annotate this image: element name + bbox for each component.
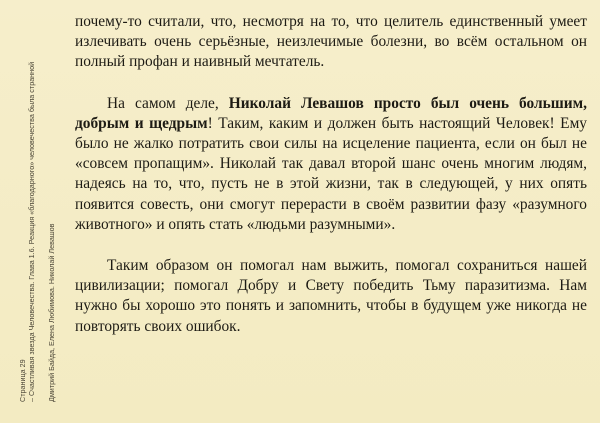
authors-line: Дмитрий Байда, Елена Любимова. Николай Левашов — [47, 223, 56, 402]
page-sidebar — [0, 0, 62, 423]
paragraph-3: Таким образом он помогал нам выжить, помогал сохраниться нашей цивилизации; помогал Добру и Свету победить Тьму паразитизма. Нам нужно бы хорошо это понять и запомнить, чтобы в будущем уже никогда не повторять своих ошибок. — [75, 257, 587, 335]
paragraph-2-rest: ! Таким, каким и должен быть настоящий Человек! Ему было не жалко потратить свои силы на исцеление пациента, если он был не «совсем пропащим». Николай так давал второй шанс очень многим людям, надеясь на то, что, пусть не в этой жизни, так в следующей, у них опять появится совесть, они смогут перерасти в своём развитии фазу «разумного животного» и опять стать «людьми разумными». — [75, 114, 588, 233]
page-body — [75, 12, 587, 358]
page-number: Страница 29 — [18, 359, 27, 402]
paragraph-2-lead: На самом деле, — [107, 94, 229, 112]
paragraph-2-emphasis: Николай Левашов просто был очень большим, добрым и щедрым — [75, 94, 587, 132]
paragraph-2 — [75, 94, 587, 235]
paragraph-1: почему-то считали, что, несмотря на то, что целитель единственный умеет излечивать очень серьёзные, неизлечимые болезни, во всём остальном он полный профан и наивный мечтатель. — [75, 13, 587, 71]
book-title-line: – Счастливая звезда Человечества. Глава 1.6. Реакция «благодарного» человечества была странной — [27, 61, 36, 402]
